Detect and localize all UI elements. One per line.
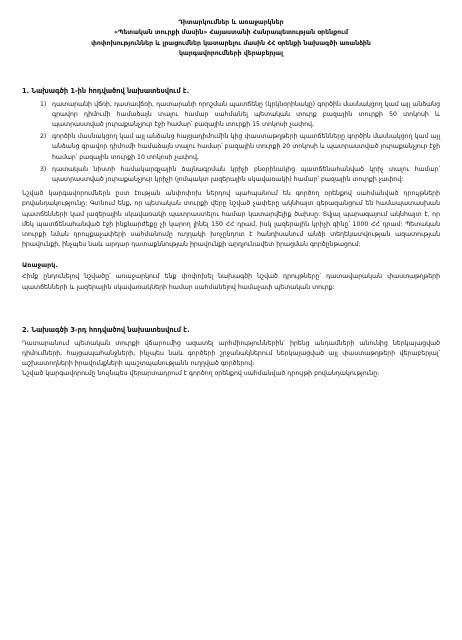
document-title [22,18,440,60]
list-item [40,100,440,131]
title-line: կարգավորումների վերաբերյալ [178,50,284,58]
list-item [40,165,440,185]
list-item-text: դատական նիստի համակարգչային ձայնագրման կրիչի բնօրինակից պատճենահանված կրիչ տալու համար՝ պատրաստված յուրաքանչյուր կրիչի (լոմպակտ լազերային սկավառակի) համար՝ բազային տուրքի չափով: [52,165,440,184]
analysis-paragraph: Նշված կարգավորումներն ըստ էության անփոփոխ ներդով պահպանում են գործող օրենքով սահմանված դրույթների բովանդակությունը: Գտնում ենք, որ պետական տուրքի վերը նշված չափերը ակնհայտ գերազանցում են համապատասխան պատճենների կամ լազերային սկավառակի պատրաստելու համար կատարվելիք ծախսը: Տվյալ պարագայում ակնհայտ է, որ մեկ պատճենահանված էջի ինքնարժեքը չի կարող լինել 150 ՀՀ դրամ, իսկ լազերային կրիչի գինը՝ 1000 ՀՀ դրամ: Պետական տուրքի նման դրույքաչափերի սահմանումը ուղղակի խոչընդոտ է հանդիսանում անձի տեղեկատվության ազատության իրավունքի, ինչպես նաև արդար դատաքննության իրավունքի արդյունավետ իրացման գործընթացում: [22,190,440,249]
list-item-number: 2) [40,133,47,141]
section-2-paragraph: Դատարանում պետական տուրքի վճարումից ազատել արհմիություններին՝ իրենց անդամների անունից ներկայացված դիմումների, հայցապահանջների, ինչպես նաև գործերի շրջանակներում ներկայացված այլ փաստաթղթերի վերաբերյալ՝ աշխատողների իրավունքների պաշտպանությանն ուղղված գործերով։ [22,339,440,368]
proposal-heading: Առաջարկ. [22,261,58,270]
proposal-paragraph: Հիմք ընդունելով նշվածը՝ առաջարկում ենք փոփոխել նախագծի նշված դրույթները՝ դատավարական փաստաթղթերի պատճենների և լազերային սկավառակների համար սահմանելով համաչափ պետական տուրք: [22,273,440,291]
list-item-text: դատարանի վճռի, դատավճռի, դատարանի որոշման պատճենը (կրկնօրինակը) գործին մասնակցող կամ այլ անձանց գրավոր դիմումի համաձայն տալու համար սահմանել պետական տուրք բազային տուրքի 50 տոկոսի և պատրաստված յուրաքանչյուր էջի համար՝ բազային տուրքի 15 տոկոսի չափով, [52,100,440,129]
list-item [40,132,440,163]
section-2-heading: 2. Նախագծի 3-րդ հոդվածով նախատեսվում է. [22,325,190,334]
title-line: Դիտարկումներ և առաջարկներ [178,19,284,26]
list-item-number: 1) [40,100,47,108]
section-1-heading: 1. Նախագծի 1-ին հոդվածով նախատեսվում է. [22,86,190,95]
section-spacer [22,303,440,325]
list-item-number: 3) [40,165,47,173]
title-line: «Պետական տուրքի մասին» Հայաստանի Հանրապետության օրենքում [113,29,349,37]
section-2-paragraph: Նշված կարգավորումը նույնպես վերարտադրում է գործող օրենքով սահմանված դրույթի բովանդակությունը: [22,370,380,378]
title-line: փոփոխություններ և լրացումներ կատարելու մասին ՀՀ օրենքի նախագծի առանձին [91,39,371,47]
section-1-list [40,100,440,186]
list-item-text: գործին մասնակցող կամ այլ անձանց հայցադիմումին կից փաստաթղթերի պատճենները գործին մասնակցող կամ այլ անձանց գրավոր դիմումի համաձայն տալու համար՝ բազային տուրքի 20 տոկոսի և պատրաստված յուրաքանչյուր էջի համար՝ բազային տուրքի 10 տոկոսի չափով, [52,133,440,161]
